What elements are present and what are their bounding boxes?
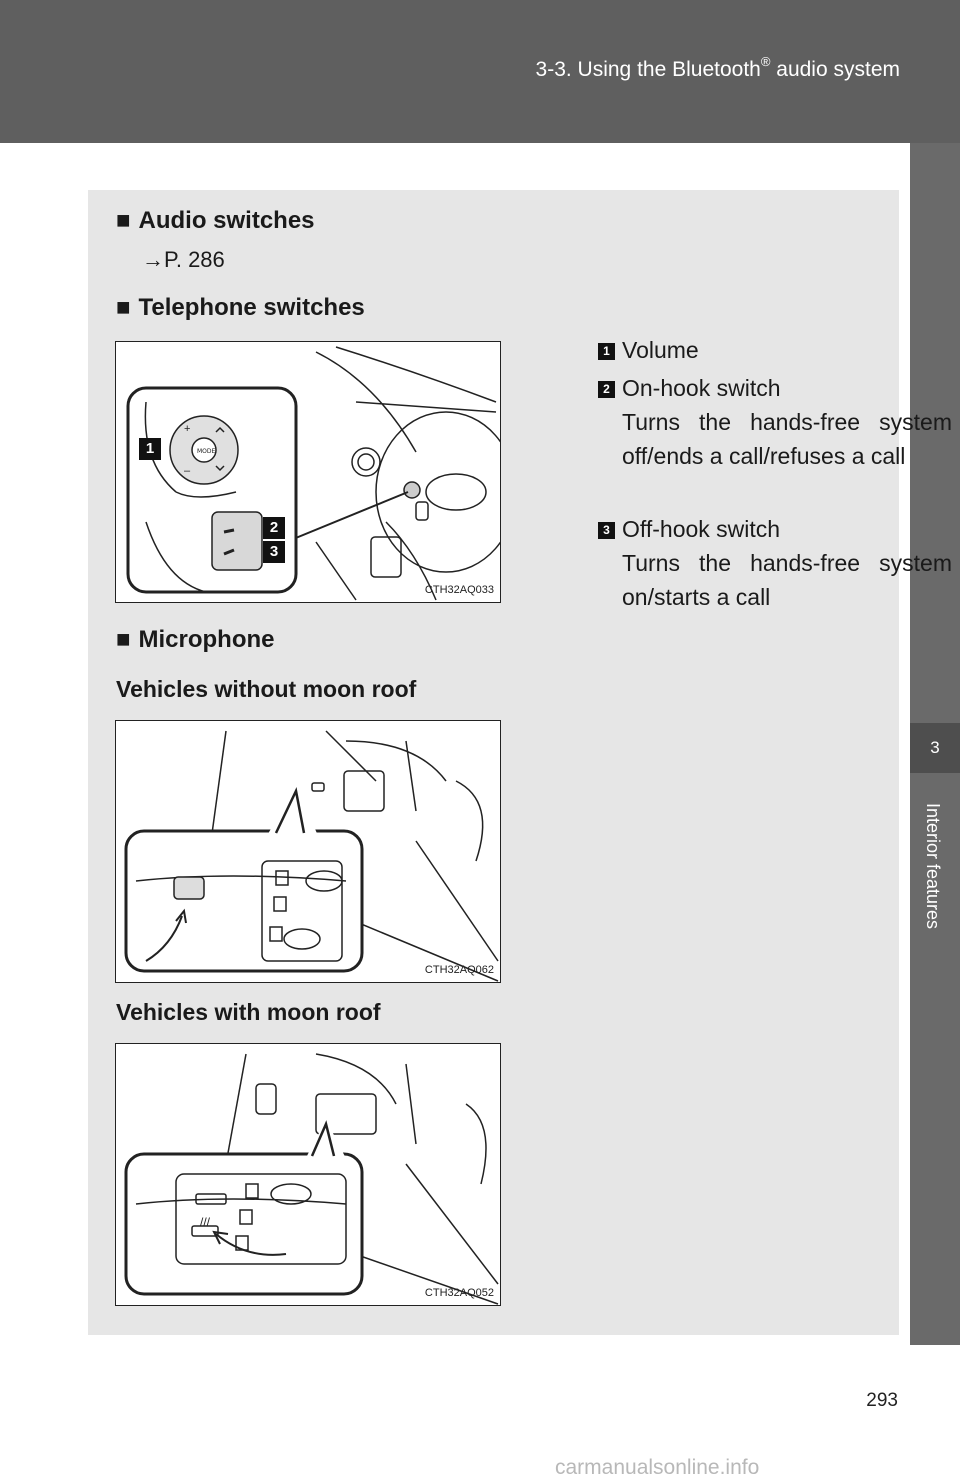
telephone-switch-figure xyxy=(115,341,501,603)
item-number: 2 xyxy=(598,381,615,398)
item-on-hook-switch: 2 On-hook switch Turns the hands-free system off/ends a call/refuses a call xyxy=(622,371,952,473)
svg-text:–: – xyxy=(184,465,191,477)
watermark: carmanualsonline.info xyxy=(555,1456,760,1479)
microphone-figure-moon-roof xyxy=(115,1043,501,1306)
without-moon-roof-label: Vehicles without moon roof xyxy=(116,676,417,702)
svg-text:///: /// xyxy=(200,1215,211,1229)
page-number: 293 xyxy=(866,1390,898,1411)
steering-wheel-illustration xyxy=(116,342,500,602)
section-title: 3-3. Using the Bluetooth® audio system xyxy=(535,54,900,81)
overhead-console-illustration xyxy=(116,1044,500,1305)
callout-3: 3 xyxy=(263,541,285,563)
item-off-hook-switch: 3 Off-hook switch Turns the hands-free system on/starts a call xyxy=(622,512,952,614)
item-description: Turns the hands-free system on/starts a call xyxy=(622,550,952,610)
figure-code: CTH32AQ033 xyxy=(424,584,494,596)
audio-switches-page-ref[interactable]: →P. 286 xyxy=(142,247,225,272)
microphone-figure-no-moon-roof xyxy=(115,720,501,983)
callout-1: 1 xyxy=(139,438,161,460)
overhead-console-illustration xyxy=(116,721,500,982)
item-description: Turns the hands-free system off/ends a call/refuses a call xyxy=(622,409,952,469)
telephone-switches-heading: ■ Telephone switches xyxy=(116,294,365,321)
callout-2: 2 xyxy=(263,517,285,539)
figure-code: CTH32AQ052 xyxy=(424,1287,494,1299)
microphone-heading: ■ Microphone xyxy=(116,626,275,653)
with-moon-roof-label: Vehicles with moon roof xyxy=(116,999,381,1025)
page-header xyxy=(0,0,960,143)
chapter-number: 3 xyxy=(910,723,960,773)
svg-text:MODE: MODE xyxy=(197,448,216,455)
item-volume: 1 Volume xyxy=(622,333,952,367)
chapter-tab xyxy=(910,143,960,1345)
svg-text:+: + xyxy=(184,423,191,435)
chapter-label: Interior features xyxy=(923,803,943,930)
item-number: 1 xyxy=(598,343,615,360)
audio-switches-heading: ■ Audio switches xyxy=(116,207,315,234)
figure-code: CTH32AQ062 xyxy=(424,964,494,976)
item-number: 3 xyxy=(598,522,615,539)
